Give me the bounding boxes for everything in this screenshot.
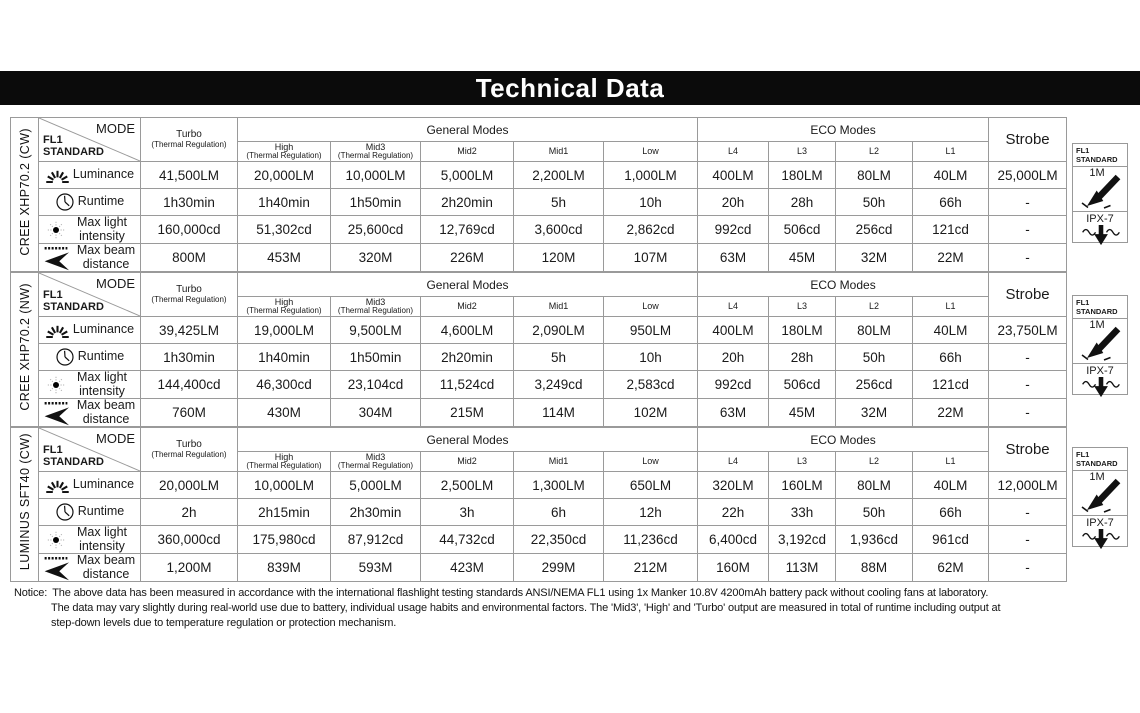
spec-table xyxy=(10,117,1067,272)
col-header-turbo: Turbo (Thermal Regulation) xyxy=(141,428,238,472)
value-cell: 961cd xyxy=(913,526,989,554)
value-cell: 40LM xyxy=(913,317,989,344)
value-cell: 12h xyxy=(604,499,698,526)
value-cell: - xyxy=(989,399,1067,427)
value-cell: 3h xyxy=(421,499,514,526)
value-cell: 6h xyxy=(514,499,604,526)
value-cell: 320LM xyxy=(698,472,769,499)
row-label: Max beam distance xyxy=(76,553,136,581)
mode-label: MODE xyxy=(96,276,135,291)
value-cell: 215M xyxy=(421,399,514,427)
value-cell: 1,200M xyxy=(141,554,238,582)
led-name: CREE XHP70.2 (NW) xyxy=(17,283,32,411)
value-cell: - xyxy=(989,216,1067,244)
notice xyxy=(14,586,1136,631)
value-cell: 160,000cd xyxy=(141,216,238,244)
impact-resistance-value: 1M xyxy=(1089,166,1105,179)
col-header-low: Low xyxy=(604,297,698,317)
value-cell: 9,500LM xyxy=(331,317,421,344)
submersion-arrow-icon xyxy=(1079,529,1123,551)
value-cell: 160LM xyxy=(769,472,836,499)
col-header-mid3: Mid3 (Thermal Regulation) xyxy=(331,452,421,472)
value-cell: 839M xyxy=(238,554,331,582)
value-cell: 121cd xyxy=(913,216,989,244)
col-header-turbo: Turbo (Thermal Regulation) xyxy=(141,273,238,317)
value-cell: 1h40min xyxy=(238,189,331,216)
row-header-max-beam-distance xyxy=(39,399,141,427)
row-header-runtime xyxy=(39,499,141,526)
value-cell: 212M xyxy=(604,554,698,582)
clock-icon xyxy=(55,192,75,212)
value-cell: 22M xyxy=(913,244,989,272)
value-cell: 175,980cd xyxy=(238,526,331,554)
value-cell: 66h xyxy=(913,499,989,526)
mode-standard-cell xyxy=(39,428,141,472)
col-header-mid1: Mid1 xyxy=(514,142,604,162)
value-cell: 5h xyxy=(514,189,604,216)
value-cell: 45M xyxy=(769,244,836,272)
value-cell: 121cd xyxy=(913,371,989,399)
row-header-luminance xyxy=(39,162,141,189)
value-cell: 40LM xyxy=(913,162,989,189)
mode-standard-cell xyxy=(39,118,141,162)
impact-resistance-cell xyxy=(1073,471,1127,516)
value-cell: 2,862cd xyxy=(604,216,698,244)
value-cell: 2h xyxy=(141,499,238,526)
group-header-general-modes: General Modes xyxy=(238,428,698,452)
value-cell: - xyxy=(989,244,1067,272)
value-cell: 63M xyxy=(698,244,769,272)
value-cell: 88M xyxy=(836,554,913,582)
col-header-mid1: Mid1 xyxy=(514,297,604,317)
value-cell: 20,000LM xyxy=(238,162,331,189)
col-header-l3: L3 xyxy=(769,452,836,472)
value-cell: 12,769cd xyxy=(421,216,514,244)
led-name-cell xyxy=(11,118,39,272)
title-bar xyxy=(0,71,1140,105)
value-cell: 2,200LM xyxy=(514,162,604,189)
col-header-l3: L3 xyxy=(769,297,836,317)
value-cell: 10h xyxy=(604,344,698,371)
value-cell: 400LM xyxy=(698,317,769,344)
col-header-turbo: Turbo (Thermal Regulation) xyxy=(141,118,238,162)
beam-distance-icon xyxy=(41,555,71,581)
value-cell: 62M xyxy=(913,554,989,582)
col-header-high: High (Thermal Regulation) xyxy=(238,297,331,317)
fl1-standard-badge-title: FL1 STANDARD xyxy=(1073,448,1127,471)
value-cell: 32M xyxy=(836,244,913,272)
row-label: Luminance xyxy=(72,167,135,182)
led-name-cell xyxy=(11,273,39,427)
impact-arrow-icon xyxy=(1081,477,1121,515)
row-label: Max light intensity xyxy=(76,215,128,243)
value-cell: 4,600LM xyxy=(421,317,514,344)
submersion-arrow-icon xyxy=(1079,225,1123,247)
value-cell: 1h50min xyxy=(331,344,421,371)
col-header-l1: L1 xyxy=(913,297,989,317)
notice-line-3: step-down levels due to temperature regulation or protection mechanism. xyxy=(51,616,397,629)
value-cell: 51,302cd xyxy=(238,216,331,244)
row-header-luminance xyxy=(39,472,141,499)
value-cell: 20,000LM xyxy=(141,472,238,499)
col-header-low: Low xyxy=(604,142,698,162)
light-intensity-glow-icon xyxy=(45,219,67,241)
value-cell: 1h30min xyxy=(141,189,238,216)
waterproof-cell xyxy=(1073,364,1127,400)
value-cell: 992cd xyxy=(698,371,769,399)
group-header-eco-modes: ECO Modes xyxy=(698,118,989,142)
col-header-mid2: Mid2 xyxy=(421,297,514,317)
beam-distance-icon xyxy=(41,400,71,426)
value-cell: 2,090LM xyxy=(514,317,604,344)
value-cell: 2h20min xyxy=(421,344,514,371)
col-header-mid2: Mid2 xyxy=(421,452,514,472)
beam-distance-icon xyxy=(41,245,71,271)
value-cell: 2h30min xyxy=(331,499,421,526)
col-header-strobe: Strobe xyxy=(989,118,1067,162)
value-cell: 23,104cd xyxy=(331,371,421,399)
value-cell: 800M xyxy=(141,244,238,272)
row-header-max-light-intensity xyxy=(39,526,141,554)
clock-icon xyxy=(55,502,75,522)
row-header-runtime xyxy=(39,344,141,371)
value-cell: 12,000LM xyxy=(989,472,1067,499)
col-header-l4: L4 xyxy=(698,452,769,472)
value-cell: - xyxy=(989,554,1067,582)
value-cell: 40LM xyxy=(913,472,989,499)
row-label: Max light intensity xyxy=(76,525,128,553)
value-cell: 46,300cd xyxy=(238,371,331,399)
value-cell: 144,400cd xyxy=(141,371,238,399)
value-cell: 50h xyxy=(836,499,913,526)
submersion-arrow-icon xyxy=(1079,377,1123,399)
value-cell: - xyxy=(989,499,1067,526)
row-label: Runtime xyxy=(77,194,125,209)
value-cell: 1h40min xyxy=(238,344,331,371)
value-cell: 25,000LM xyxy=(989,162,1067,189)
value-cell: 25,600cd xyxy=(331,216,421,244)
value-cell: 20h xyxy=(698,344,769,371)
luminance-rays-icon xyxy=(45,168,70,183)
value-cell: 87,912cd xyxy=(331,526,421,554)
row-header-runtime xyxy=(39,189,141,216)
col-header-mid1: Mid1 xyxy=(514,452,604,472)
value-cell: 66h xyxy=(913,189,989,216)
value-cell: 32M xyxy=(836,399,913,427)
value-cell: 33h xyxy=(769,499,836,526)
luminance-rays-icon xyxy=(45,323,70,338)
light-intensity-glow-icon xyxy=(45,374,67,396)
waterproof-cell xyxy=(1073,212,1127,248)
col-header-low: Low xyxy=(604,452,698,472)
value-cell: 2,500LM xyxy=(421,472,514,499)
notice-label: Notice: xyxy=(14,587,48,599)
col-header-strobe: Strobe xyxy=(989,273,1067,317)
value-cell: 1h30min xyxy=(141,344,238,371)
value-cell: 41,500LM xyxy=(141,162,238,189)
clock-icon xyxy=(55,347,75,367)
fl1-standard-label: FL1 STANDARD xyxy=(43,288,104,314)
value-cell: 10h xyxy=(604,189,698,216)
value-cell: 23,750LM xyxy=(989,317,1067,344)
col-header-mid3: Mid3 (Thermal Regulation) xyxy=(331,297,421,317)
value-cell: 11,236cd xyxy=(604,526,698,554)
col-header-l1: L1 xyxy=(913,452,989,472)
value-cell: 160M xyxy=(698,554,769,582)
impact-resistance-cell xyxy=(1073,167,1127,212)
value-cell: 102M xyxy=(604,399,698,427)
value-cell: 1,000LM xyxy=(604,162,698,189)
value-cell: 650LM xyxy=(604,472,698,499)
waterproof-rating: IPX-7 xyxy=(1086,212,1114,225)
group-header-general-modes: General Modes xyxy=(238,118,698,142)
value-cell: 11,524cd xyxy=(421,371,514,399)
waterproof-cell xyxy=(1073,516,1127,552)
row-label: Luminance xyxy=(72,322,135,337)
value-cell: 10,000LM xyxy=(238,472,331,499)
value-cell: 39,425LM xyxy=(141,317,238,344)
value-cell: 107M xyxy=(604,244,698,272)
value-cell: 5,000LM xyxy=(421,162,514,189)
value-cell: 226M xyxy=(421,244,514,272)
value-cell: 950LM xyxy=(604,317,698,344)
value-cell: 423M xyxy=(421,554,514,582)
col-header-l2: L2 xyxy=(836,142,913,162)
value-cell: 44,732cd xyxy=(421,526,514,554)
col-header-l3: L3 xyxy=(769,142,836,162)
col-header-l2: L2 xyxy=(836,452,913,472)
value-cell: 453M xyxy=(238,244,331,272)
impact-arrow-icon xyxy=(1081,325,1121,363)
row-header-max-beam-distance xyxy=(39,554,141,582)
value-cell: 80LM xyxy=(836,162,913,189)
led-name: CREE XHP70.2 (CW) xyxy=(17,128,32,256)
row-header-max-beam-distance xyxy=(39,244,141,272)
fl1-standard-badge-title: FL1 STANDARD xyxy=(1073,296,1127,319)
row-label: Luminance xyxy=(72,477,135,492)
value-cell: 19,000LM xyxy=(238,317,331,344)
value-cell: 3,249cd xyxy=(514,371,604,399)
luminance-rays-icon xyxy=(45,478,70,493)
value-cell: 304M xyxy=(331,399,421,427)
value-cell: - xyxy=(989,526,1067,554)
group-header-eco-modes: ECO Modes xyxy=(698,428,989,452)
row-label: Max beam distance xyxy=(76,398,136,426)
notice-line-1: Notice: The above data has been measured in accordance with the international flashlight testing standards ANSI/NEMA FL1 using 1x Manker 10.8V 4200mAh battery pack without cooling fans at laboratory. xyxy=(14,587,989,599)
fl1-standard-badge xyxy=(1072,295,1128,395)
value-cell: 80LM xyxy=(836,317,913,344)
value-cell: 22,350cd xyxy=(514,526,604,554)
col-header-l2: L2 xyxy=(836,297,913,317)
col-header-mid2: Mid2 xyxy=(421,142,514,162)
value-cell: 120M xyxy=(514,244,604,272)
value-cell: 1,936cd xyxy=(836,526,913,554)
value-cell: 180LM xyxy=(769,317,836,344)
value-cell: 5h xyxy=(514,344,604,371)
value-cell: 3,600cd xyxy=(514,216,604,244)
value-cell: - xyxy=(989,371,1067,399)
page-title: Technical Data xyxy=(475,72,665,103)
value-cell: 66h xyxy=(913,344,989,371)
value-cell: 760M xyxy=(141,399,238,427)
value-cell: 256cd xyxy=(836,371,913,399)
group-header-general-modes: General Modes xyxy=(238,273,698,297)
col-header-l1: L1 xyxy=(913,142,989,162)
light-intensity-glow-icon xyxy=(45,529,67,551)
value-cell: 113M xyxy=(769,554,836,582)
value-cell: 180LM xyxy=(769,162,836,189)
impact-resistance-cell xyxy=(1073,319,1127,364)
value-cell: 10,000LM xyxy=(331,162,421,189)
value-cell: 28h xyxy=(769,189,836,216)
impact-resistance-value: 1M xyxy=(1089,470,1105,483)
fl1-standard-badge-title: FL1 STANDARD xyxy=(1073,144,1127,167)
row-header-max-light-intensity xyxy=(39,216,141,244)
value-cell: 2h15min xyxy=(238,499,331,526)
value-cell: 20h xyxy=(698,189,769,216)
col-header-high: High (Thermal Regulation) xyxy=(238,452,331,472)
value-cell: 28h xyxy=(769,344,836,371)
value-cell: 6,400cd xyxy=(698,526,769,554)
col-header-l4: L4 xyxy=(698,142,769,162)
fl1-standard-badge xyxy=(1072,143,1128,243)
mode-label: MODE xyxy=(96,121,135,136)
value-cell: 1,300LM xyxy=(514,472,604,499)
value-cell: 506cd xyxy=(769,371,836,399)
led-name-cell xyxy=(11,428,39,582)
value-cell: 22h xyxy=(698,499,769,526)
value-cell: - xyxy=(989,189,1067,216)
led-name: LUMINUS SFT40 (CW) xyxy=(17,433,32,571)
value-cell: 2,583cd xyxy=(604,371,698,399)
spec-table xyxy=(10,272,1067,427)
value-cell: 2h20min xyxy=(421,189,514,216)
value-cell: 5,000LM xyxy=(331,472,421,499)
row-header-max-light-intensity xyxy=(39,371,141,399)
notice-line-2: The data may vary slightly during real-world use due to battery, individual usage habits and environmental factors. The 'Mid3', 'High' and 'Turbo' output are measured in total of runtime including output at xyxy=(51,601,1001,614)
row-header-luminance xyxy=(39,317,141,344)
fl1-standard-label: FL1 STANDARD xyxy=(43,133,104,159)
row-label: Runtime xyxy=(77,349,125,364)
value-cell: 1h50min xyxy=(331,189,421,216)
value-cell: 3,192cd xyxy=(769,526,836,554)
value-cell: 430M xyxy=(238,399,331,427)
row-label: Max beam distance xyxy=(76,243,136,271)
value-cell: 299M xyxy=(514,554,604,582)
fl1-standard-label: FL1 STANDARD xyxy=(43,443,104,469)
value-cell: 992cd xyxy=(698,216,769,244)
value-cell: 45M xyxy=(769,399,836,427)
col-header-high: High (Thermal Regulation) xyxy=(238,142,331,162)
value-cell: 320M xyxy=(331,244,421,272)
col-header-l4: L4 xyxy=(698,297,769,317)
value-cell: - xyxy=(989,344,1067,371)
spec-tables xyxy=(10,117,1067,582)
row-label: Runtime xyxy=(77,504,125,519)
col-header-strobe: Strobe xyxy=(989,428,1067,472)
col-header-mid3: Mid3 (Thermal Regulation) xyxy=(331,142,421,162)
value-cell: 22M xyxy=(913,399,989,427)
waterproof-rating: IPX-7 xyxy=(1086,516,1114,529)
value-cell: 400LM xyxy=(698,162,769,189)
value-cell: 50h xyxy=(836,189,913,216)
value-cell: 114M xyxy=(514,399,604,427)
value-cell: 506cd xyxy=(769,216,836,244)
value-cell: 80LM xyxy=(836,472,913,499)
waterproof-rating: IPX-7 xyxy=(1086,364,1114,377)
value-cell: 63M xyxy=(698,399,769,427)
value-cell: 50h xyxy=(836,344,913,371)
impact-resistance-value: 1M xyxy=(1089,318,1105,331)
fl1-standard-badge xyxy=(1072,447,1128,547)
value-cell: 593M xyxy=(331,554,421,582)
spec-table xyxy=(10,427,1067,582)
group-header-eco-modes: ECO Modes xyxy=(698,273,989,297)
impact-arrow-icon xyxy=(1081,173,1121,211)
value-cell: 360,000cd xyxy=(141,526,238,554)
mode-standard-cell xyxy=(39,273,141,317)
value-cell: 256cd xyxy=(836,216,913,244)
mode-label: MODE xyxy=(96,431,135,446)
row-label: Max light intensity xyxy=(76,370,128,398)
